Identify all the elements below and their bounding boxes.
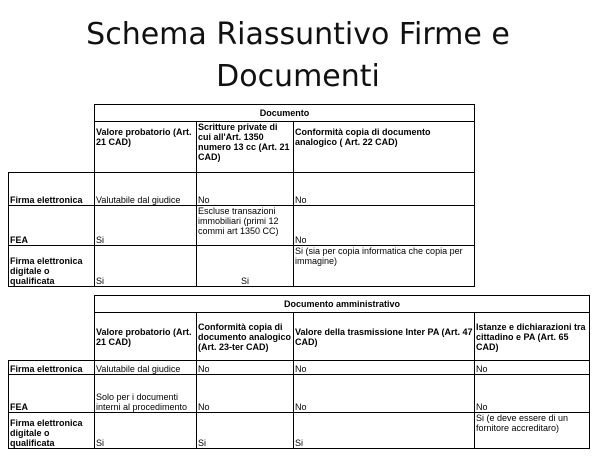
table2-corner-2 [9,313,95,361]
table2-row-label: Firma elettronica digitale o qualificata [9,413,95,449]
table2-cell: No [197,375,294,413]
table2-cell: Solo per i documenti interni al procedimento [95,375,197,413]
table1-cell: Si [95,246,197,287]
signatures-document-table [8,104,475,287]
table2-cell: No [294,375,475,413]
signatures-administrative-table [8,295,590,449]
table2-cell: Si (e deve essere di un fornitore accreditaro) [475,413,590,449]
table2-corner [9,296,95,313]
table1-col-header: Conformità copia di documento analogico ( Art. 22 CAD) [294,122,475,173]
table1-row-label: Firma elettronica digitale o qualificata [9,246,95,287]
table1-cell: No [197,173,294,206]
table1-corner [9,105,95,122]
table2-col-header: Valore probatorio (Art. 21 CAD) [95,313,197,361]
table1-col-header: Valore probatorio (Art. 21 CAD) [95,122,197,173]
table2-row-label: FEA [9,375,95,413]
table1-col-header: Scritture private di cui all'Art. 1350 numero 13 cc (Art. 21 CAD) [197,122,294,173]
table1-cell: Si [95,206,197,246]
table1-cell: Si [197,246,294,287]
table1-row-label: FEA [9,206,95,246]
slide-title [0,14,596,98]
table2-col-header: Istanze e dichiarazioni tra cittadino e PA (Art. 65 CAD) [475,313,590,361]
table1-cell: Escluse transazioni immobiliari (primi 12 commi art 1350 CC) [197,206,294,246]
table2-row-label: Firma elettronica [9,361,95,375]
table2-cell: Si [294,413,475,449]
table2-cell: Valutabile dal giudice [95,361,197,375]
table1-corner-2 [9,122,95,173]
table2-cell: No [475,375,590,413]
table1-group-header: Documento [95,105,475,122]
table2-cell: No [475,361,590,375]
slide-title-line-1: Schema Riassuntivo Firme e [86,17,510,52]
table1-row-label: Firma elettronica [9,173,95,206]
table1-cell: No [294,206,475,246]
table1-cell: Valutabile dal giudice [95,173,197,206]
table2-col-header: Valore della trasmissione Inter PA (Art. 47 CAD) [294,313,475,361]
table1-cell: No [294,173,475,206]
table1-cell: Si (sia per copia informatica che copia per immagine) [294,246,475,287]
table2-cell: Si [197,413,294,449]
table2-cell: No [197,361,294,375]
table2-cell: No [294,361,475,375]
table2-col-header: Conformità copia di documento analogico (Art. 23-ter CAD) [197,313,294,361]
table2-cell: Si [95,413,197,449]
table2-group-header: Documento amministrativo [95,296,590,313]
slide-title-line-2: Documenti [216,59,380,94]
